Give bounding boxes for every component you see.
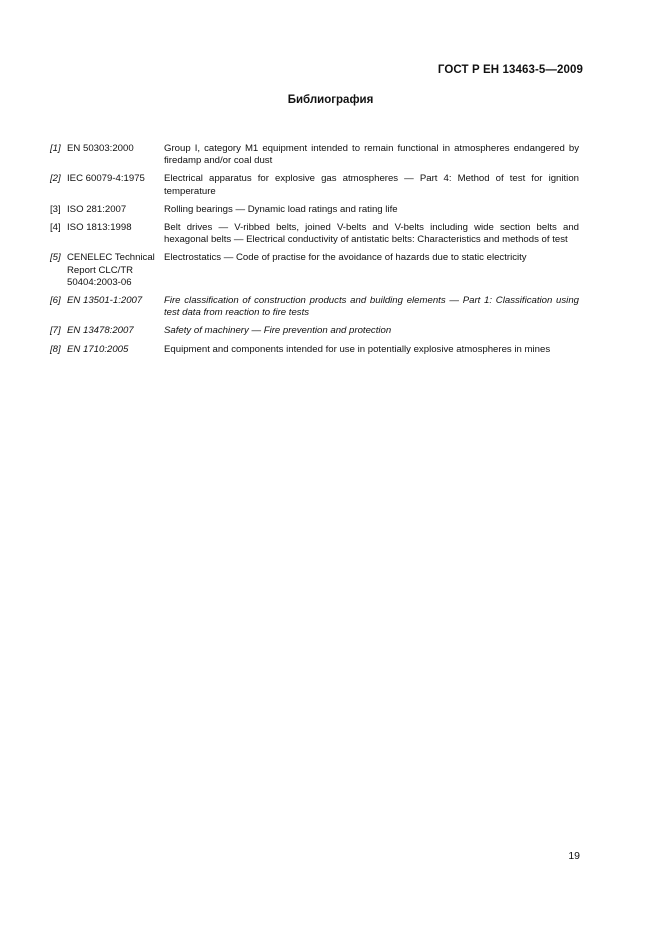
entry-number: [2] — [50, 173, 61, 185]
entry-text: Rolling bearings — Dynamic load ratings and rating life — [164, 203, 398, 215]
entry-number: [1] — [50, 143, 61, 154]
entry-text: Safety of machinery — Fire prevention and protection — [164, 325, 392, 337]
bibliography-entry — [50, 295, 579, 319]
entry-text: Electrical apparatus for explosive gas atmospheres — Part 4: Method of test for ignition temperature — [164, 173, 579, 197]
bibliography-entry — [50, 143, 579, 167]
entry-number: [7] — [50, 325, 61, 337]
entry-number: [4] — [50, 222, 61, 234]
bibliography-entry — [50, 325, 579, 337]
entry-code: EN 13478:2007 — [67, 325, 134, 337]
entry-text: Electrostatics — Code of practise for the avoidance of hazards due to static electricity — [164, 252, 527, 264]
page-title: Библиография — [287, 94, 374, 106]
bibliography-list — [50, 143, 579, 362]
entry-text: Fire classification of construction products and building elements — Part 1: Classification using test data from reaction to fire tests — [164, 295, 579, 319]
entry-number: [8] — [50, 343, 61, 355]
entry-code: CENELEC Technical Report CLC/TR 50404:2003-06 — [67, 252, 155, 288]
bibliography-entry — [50, 344, 579, 356]
document-header: ГОСТ Р ЕН 13463-5—2009 — [437, 64, 583, 76]
entry-code: IEC 60079-4:1975 — [67, 173, 145, 185]
entry-code: EN 13501-1:2007 — [67, 295, 143, 307]
entry-text: Equipment and components intended for use in potentially explosive atmospheres in mines — [164, 343, 551, 355]
entry-number: [5] — [50, 252, 61, 264]
entry-code: ISO 1813:1998 — [67, 222, 132, 234]
entry-code: EN 50303:2000 — [67, 143, 134, 154]
entry-code: EN 1710:2005 — [67, 343, 129, 355]
entry-code: ISO 281:2007 — [67, 203, 127, 215]
entry-number: [6] — [50, 295, 61, 307]
entry-number: [3] — [50, 203, 61, 215]
entry-text: Belt drives — V-ribbed belts, joined V-belts and V-belts including wide section belts and hexagonal belts — Electrical conductivity of antistatic belts: Characteristics and methods of test — [164, 222, 579, 246]
bibliography-entry — [50, 252, 579, 289]
bibliography-entry — [50, 204, 579, 216]
bibliography-entry — [50, 173, 579, 197]
entry-text: Group I, category M1 equipment intended to remain functional in atmospheres endangered by firedamp and/or coal dust — [164, 143, 579, 167]
page-number: 19 — [568, 850, 580, 862]
bibliography-entry — [50, 222, 579, 246]
